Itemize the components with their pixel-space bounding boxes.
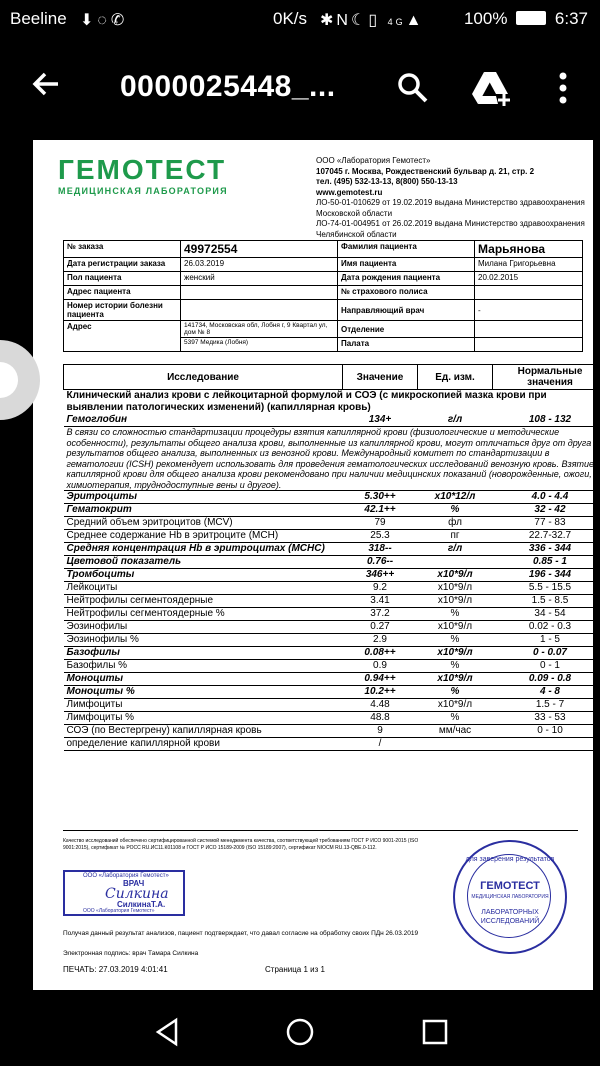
back-arrow-icon[interactable] — [30, 68, 62, 106]
lab-logo: ГЕМОТЕСТ МЕДИЦИНСКАЯ ЛАБОРАТОРИЯ — [58, 154, 228, 196]
result-unit: % — [418, 504, 493, 517]
result-name: определение капиллярной крови — [64, 738, 343, 751]
result-norm: 0 - 0.07 — [493, 647, 600, 660]
result-value: 4.48 — [343, 699, 418, 712]
result-note: В связи со сложностью стандартизации процедуры взятия капиллярной крови (физиологические и методические особенности), результаты общего анализа крови, выполненные из капиллярной крови, могут отличаться друг от друга и результатов общего анализа, выполненных из венозной крови. Международный комитет по стандартизации в гематологии (ICSH) рекомендует использовать для проведения гематологических исследований венозную кровь. Взятие капиллярной крови для общего анализа крови рекомендовано при наличии медицинских показаний (новорожденные, ожоги, химиотерапия, труднодоступные вены и другое). — [64, 427, 600, 491]
back-nav-icon[interactable] — [152, 1017, 182, 1047]
result-norm: 0.09 - 0.8 — [493, 673, 600, 686]
doctor-stamp: ООО «Лаборатория Гемотест» ВРАЧ Силкина СилкинаТ.А. ООО «Лаборатория Гемотест» — [63, 870, 185, 916]
result-name: Средняя концентрация Hb в эритроцитах (MCHC) — [64, 543, 343, 556]
result-value: 346++ — [343, 569, 418, 582]
table-row — [64, 621, 600, 634]
result-norm: 0 - 10 — [493, 725, 600, 738]
result-value: 10.2++ — [343, 686, 418, 699]
result-unit: x10*9/л — [418, 621, 493, 634]
viber-icon: ✆ — [110, 12, 129, 29]
table-row — [64, 608, 600, 621]
result-name: Эозинофилы % — [64, 634, 343, 647]
result-name: Моноциты — [64, 673, 343, 686]
home-nav-icon[interactable] — [285, 1017, 315, 1047]
result-unit: % — [418, 660, 493, 673]
result-name: Среднее содержание Hb в эритроците (MCH) — [64, 530, 343, 543]
result-name: Эозинофилы — [64, 621, 343, 634]
result-name: Лимфоциты % — [64, 712, 343, 725]
add-to-drive-icon[interactable] — [470, 68, 514, 110]
result-value: 0.9 — [343, 660, 418, 673]
notification-icons — [80, 10, 128, 30]
document-title: 0000025448_... — [120, 70, 336, 103]
result-unit: г/л — [418, 414, 493, 427]
table-row — [64, 504, 600, 517]
patient-surname: Марьянова — [475, 241, 583, 258]
result-value: 0.27 — [343, 621, 418, 634]
result-name: Средний объем эритроцитов (MCV) — [64, 517, 343, 530]
sync-icon: ◌ — [97, 12, 111, 29]
result-name: Гематокрит — [64, 504, 343, 517]
result-name: Моноциты % — [64, 686, 343, 699]
results-table: Исследование Значение Ед. изм. Нормальные значения Клинический анализ крови с лейкоцитарной формулой и СОЭ (с микроскопией мазка крови при выявлении патологических изменений) (капиллярная кровь) Гемоглобин 134+ г/л 108 - 132 В связи со сложностью стандартизации процедуры взятия капиллярной крови (физиологические и методические особенности), результаты общего анализа крови, выполненные из капиллярной крови, могут отличаться друг от друга и результатов общего анализа, выполненных из венозной крови. Международный комитет по стандартизации в гематологии (ICSH) рекомендует использовать для проведения гематологических исследований венозную кровь. Взятие капиллярной крови для общего анализа крови рекомендовано при наличии медицинских показаний (новорожденные, ожоги, химиотерапия, труднодоступные вены и другое). Эритроциты 5.30++ x10*12/л 4.0 - 4.4 Гематокрит 42.1++ % 32 - 42 Средний объем эритроцитов (MCV) 79 фл 77 - 83 Среднее содержание Hb в эритроците (MCH) 25.3 пг 22.7-32.7 Средняя концентрация Hb в эритроцитах (MCHC) 318-- г/л 336 - 344 Цветовой показатель 0.76-- 0.85 - 1 Тромбоциты 346++ x10*9/л 196 - 344 Лейкоциты 9.2 x10*9/л 5.5 - 15.5 Нейтрофилы сегментоядерные 3.41 x10*9/л 1.5 - 8.5 Нейтрофилы сегментоядерные % 37.2 % 34 - 54 Эозинофилы 0.27 x10*9/л 0.02 - 0.3 Эозинофилы % 2.9 % 1 - 5 Базофилы 0.08++ x10*9/л 0 - 0.07 Базофилы % 0.9 % 0 - 1 Моноциты 0.94++ x10*9/л 0.09 - 0.8 Моноциты % 10.2++ % 4 - 8 Лимфоциты 4.48 x10*9/л 1.5 - 7 Лимфоциты % 48.8 % 33 - 53 СОЭ (по Вестергрену) капиллярная кровь 9 мм/час 0 - 10 определение капиллярной крови / — [63, 364, 600, 751]
result-unit: % — [418, 608, 493, 621]
result-norm: 33 - 53 — [493, 712, 600, 725]
table-row — [64, 595, 600, 608]
table-row — [64, 738, 600, 751]
table-row — [64, 673, 600, 686]
result-value: 0.76-- — [343, 556, 418, 569]
result-name: Лейкоциты — [64, 582, 343, 595]
result-value: 25.3 — [343, 530, 418, 543]
patient-info-table: № заказа 49972554 Фамилия пациента Марьянова Дата регистрации заказа 26.03.2019 Имя пациента Милана Григорьевна Пол пациента женский Дата рождения пациента 20.02.2015 Адрес пациента № страхового полиса Номер истории болезни пациента Направляющий врач - Адрес 141734, Московская обл, Лобня г, 9 Квартал ул, дом № 8 Отделение 5397 Медика (Лобня) Палата — [63, 240, 583, 352]
result-norm: 1.5 - 7 — [493, 699, 600, 712]
result-unit — [418, 556, 493, 569]
result-norm: 34 - 54 — [493, 608, 600, 621]
signal-icon: ▲ — [405, 12, 425, 29]
table-row — [64, 543, 600, 556]
result-norm: 1.5 - 8.5 — [493, 595, 600, 608]
result-value: / — [343, 738, 418, 751]
result-norm: 196 - 344 — [493, 569, 600, 582]
result-value: 0.08++ — [343, 647, 418, 660]
document-page[interactable] — [33, 140, 599, 990]
result-value: 42.1++ — [343, 504, 418, 517]
table-row — [64, 582, 600, 595]
result-value: 3.41 — [343, 595, 418, 608]
navigation-bar — [0, 995, 600, 1066]
result-value: 9 — [343, 725, 418, 738]
result-norm: 5.5 - 15.5 — [493, 582, 600, 595]
status-bar — [0, 0, 600, 40]
download-icon: ⬇ — [80, 12, 98, 29]
result-value: 5.30++ — [343, 491, 418, 504]
result-unit: % — [418, 686, 493, 699]
lab-info: ООО «Лаборатория Гемотест» 107045 г. Москва, Рождественский бульвар д. 21, стр. 2 тел. (495) 532-13-13, 8(800) 550-13-13 www.gemotest.ru ЛО-50-01-010629 от 19.02.2019 выдана Министерство здравоохранения Московской области ЛО-74-01-004951 от 26.02.2019 выдана Министерство здравоохранения Челябинской области — [316, 156, 585, 239]
result-name: Базофилы % — [64, 660, 343, 673]
result-unit: пг — [418, 530, 493, 543]
result-unit: x10*9/л — [418, 699, 493, 712]
table-row — [64, 660, 600, 673]
result-norm: 32 - 42 — [493, 504, 600, 517]
table-row — [64, 491, 600, 504]
recents-nav-icon[interactable] — [420, 1017, 450, 1047]
result-value: 0.94++ — [343, 673, 418, 686]
result-unit: x10*9/л — [418, 582, 493, 595]
app-toolbar — [0, 40, 600, 135]
table-row — [64, 725, 600, 738]
result-unit: мм/час — [418, 725, 493, 738]
result-norm: 1 - 5 — [493, 634, 600, 647]
result-value: 37.2 — [343, 608, 418, 621]
result-unit: % — [418, 712, 493, 725]
result-unit: x10*9/л — [418, 673, 493, 686]
result-unit: г/л — [418, 543, 493, 556]
table-row — [64, 569, 600, 582]
order-number: 49972554 — [181, 241, 338, 258]
footer-divider — [63, 830, 578, 831]
table-row — [64, 517, 600, 530]
network-type: 4G — [387, 17, 406, 27]
table-row — [64, 712, 600, 725]
result-norm: 0.85 - 1 — [493, 556, 600, 569]
print-date: ПЕЧАТЬ: 27.03.2019 4:01:41 — [63, 965, 168, 974]
table-row — [64, 686, 600, 699]
quality-statement: Качество исследований обеспечено сертифицированной системой менеджмента качества, соответствующей требованиям ГОСТ Р ИСО 9001-2015 (ISO 9001:2015), сертификат № РОСС RU.ИС11.К01108 и ГОСТ Р ИСО 15189-2009 (ISO 15189:2007), сертификат NIOCM RU.13-QBE.0-112. — [63, 838, 419, 851]
result-norm: 336 - 344 — [493, 543, 600, 556]
result-norm: 4 - 8 — [493, 686, 600, 699]
table-row — [64, 556, 600, 569]
result-name: Цветовой показатель — [64, 556, 343, 569]
more-options-icon[interactable] — [557, 70, 569, 110]
result-norm: 108 - 132 — [493, 414, 600, 427]
clock: 6:37 — [554, 9, 588, 28]
result-value: 79 — [343, 517, 418, 530]
result-norm: 0 - 1 — [493, 660, 600, 673]
result-name: Нейтрофилы сегментоядерные — [64, 595, 343, 608]
esign-text: Электронная подпись: врач Тамара Силкина — [63, 950, 199, 957]
vibrate-icon: ▯ — [368, 12, 381, 29]
result-unit: x10*9/л — [418, 595, 493, 608]
system-icons — [320, 10, 424, 30]
signature: Силкина — [105, 886, 169, 902]
result-unit: фл — [418, 517, 493, 530]
result-name: СОЭ (по Вестергрену) капиллярная кровь — [64, 725, 343, 738]
table-row — [64, 699, 600, 712]
result-name: Базофилы — [64, 647, 343, 660]
battery-percent: 100% — [463, 9, 508, 28]
result-norm: 22.7-32.7 — [493, 530, 600, 543]
result-value: 318-- — [343, 543, 418, 556]
bluetooth-icon: ✱ — [320, 12, 337, 29]
result-value: 48.8 — [343, 712, 418, 725]
result-norm: 0.02 - 0.3 — [493, 621, 600, 634]
result-unit: % — [418, 634, 493, 647]
table-row — [64, 634, 600, 647]
nfc-icon: N — [336, 12, 351, 29]
result-value: 2.9 — [343, 634, 418, 647]
result-unit: x10*9/л — [418, 647, 493, 660]
result-name: Лимфоциты — [64, 699, 343, 712]
result-unit: x10*9/л — [418, 569, 493, 582]
result-norm: 77 - 83 — [493, 517, 600, 530]
section-title: Клинический анализ крови с лейкоцитарной формулой и СОЭ (с микроскопией мазка крови при выявлении патологических изменений) (капиллярная кровь) — [66, 390, 547, 413]
search-icon[interactable] — [395, 70, 435, 110]
result-norm: 4.0 - 4.4 — [493, 491, 600, 504]
result-norm — [493, 738, 600, 751]
result-unit: x10*12/л — [418, 491, 493, 504]
carrier-name: Beeline — [10, 9, 67, 28]
result-value: 9.2 — [343, 582, 418, 595]
table-row — [64, 530, 600, 543]
battery-icon — [516, 11, 546, 25]
result-name: Тромбоциты — [64, 569, 343, 582]
result-name: Нейтрофилы сегментоядерные % — [64, 608, 343, 621]
consent-text: Получая данный результат анализов, пациент подтверждает, что давал согласие на обработку своих ПДн 26.03.2019 — [63, 930, 419, 937]
result-value: 134+ — [343, 414, 418, 427]
moon-icon: ☾ — [350, 12, 369, 29]
network-speed: 0K/s — [273, 9, 308, 28]
result-name: Гемоглобин — [64, 414, 343, 427]
lab-seal: для заверения результатов ГЕМОТЕСТ МЕДИЦИНСКАЯ ЛАБОРАТОРИЯ ЛАБОРАТОРНЫХ ИССЛЕДОВАНИЙ — [453, 840, 567, 954]
table-row — [64, 647, 600, 660]
page-number: Страница 1 из 1 — [265, 965, 325, 974]
result-name: Эритроциты — [64, 491, 343, 504]
result-unit — [418, 738, 493, 751]
battery-time — [464, 9, 588, 29]
